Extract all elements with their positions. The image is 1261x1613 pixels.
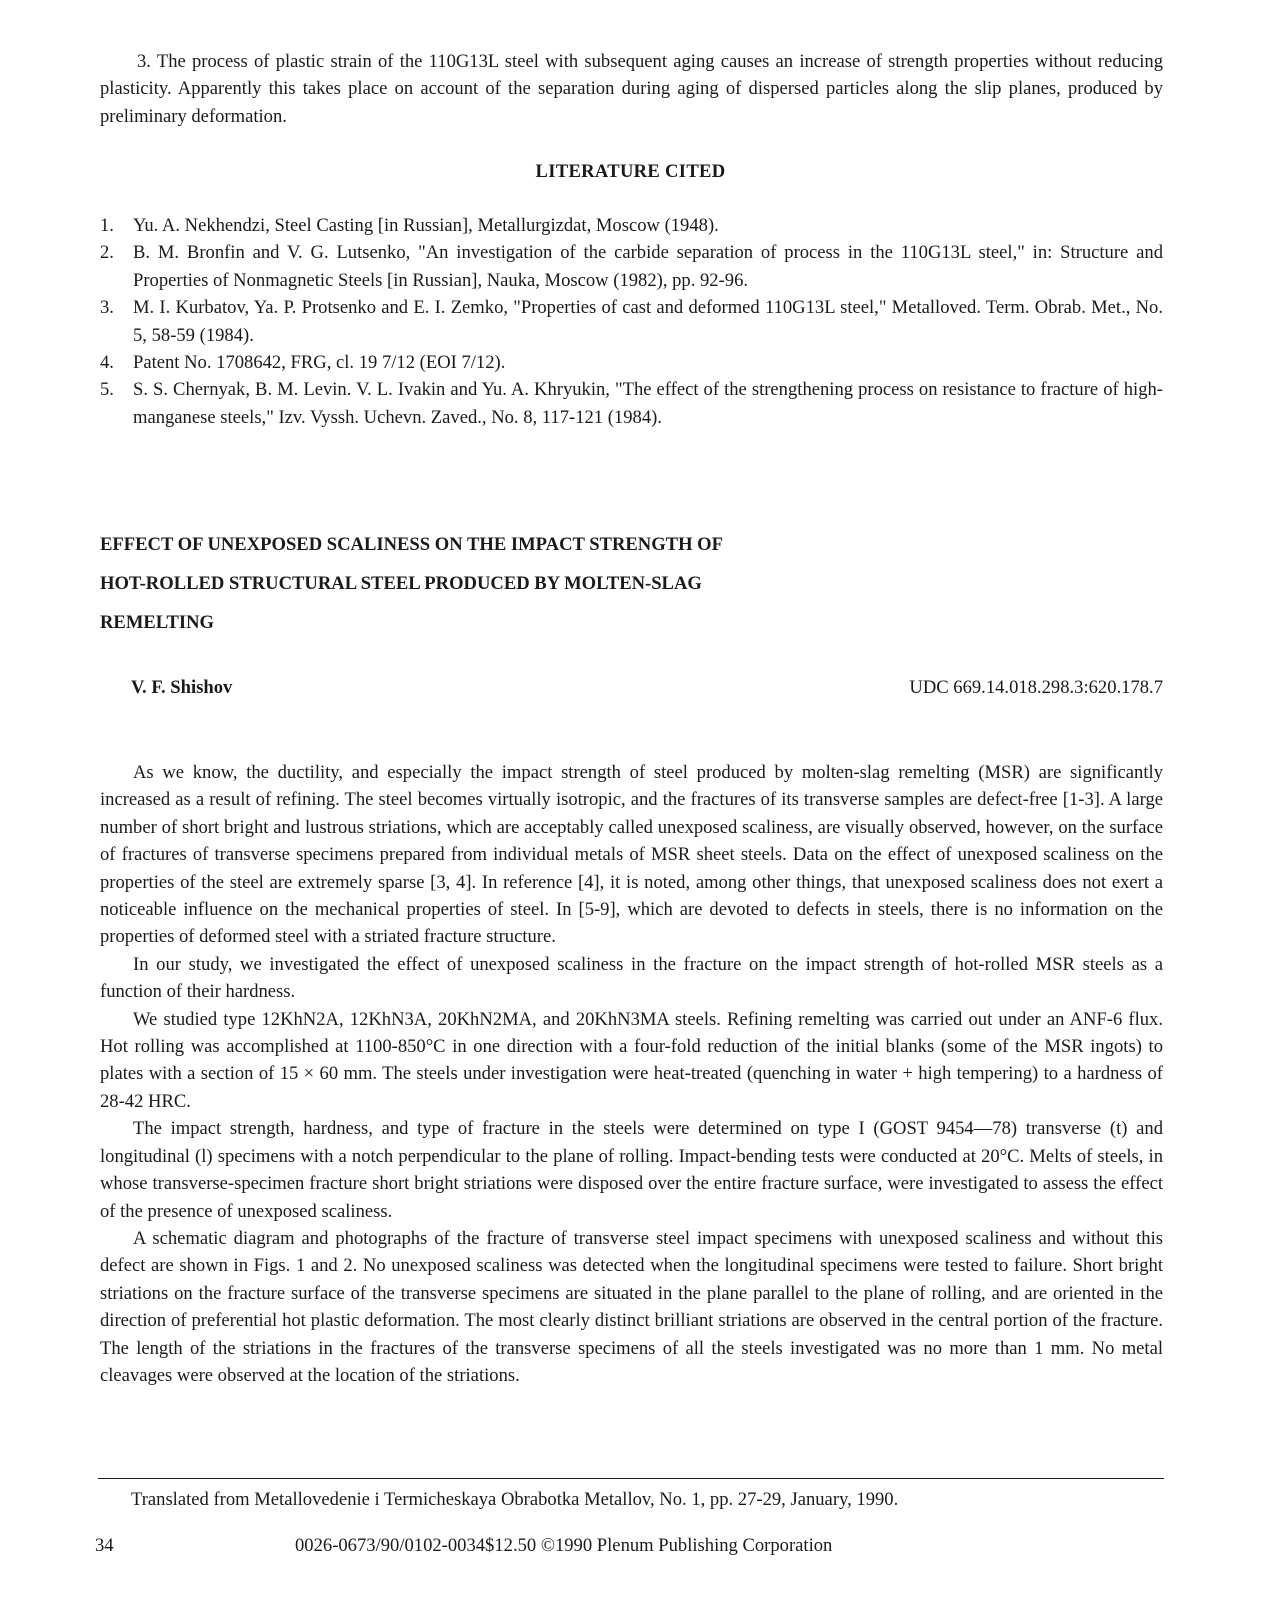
- translation-note: Translated from Metallovedenie i Termicheskaya Obrabotka Metallov, No. 1, pp. 27-29, January, 1990.: [131, 1489, 899, 1510]
- reference-number: 2.: [100, 242, 114, 264]
- reference-text: Yu. A. Nekhendzi, Steel Casting [in Russian], Metallurgizdat, Moscow (1948).: [133, 215, 719, 236]
- body-paragraph: In our study, we investigated the effect of unexposed scaliness in the fracture on the impact strength of hot-rolled MSR steels as a function of their hardness.: [100, 953, 1163, 1003]
- article-body: [100, 759, 1163, 1389]
- footnote-divider: [98, 1478, 1164, 1479]
- copyright-line: 0026-0673/90/0102-0034$12.50 ©1990 Plenum Publishing Corporation: [295, 1535, 833, 1556]
- reference-text: M. I. Kurbatov, Ya. P. Protsenko and E. I. Zemko, "Properties of cast and deformed 110G13L steel," Metalloved. Term. Obrab. Met., No. 5, 58-59 (1984).: [133, 297, 1163, 346]
- reference-item: [100, 349, 1163, 376]
- page-number: 34: [95, 1535, 114, 1556]
- reference-item: [100, 212, 1163, 239]
- body-paragraph: The impact strength, hardness, and type of fracture in the steels were determined on type I (GOST 9454—78) transverse (t) and longitudinal (l) specimens with a notch perpendicular to the plane of rolling. Impact-bending tests were conducted at 20°C. Melts of steels, in whose transverse-specimen fracture short bright striations were disposed over the entire fracture surface, were investigated to assess the effect of the presence of unexposed scaliness.: [100, 1118, 1163, 1222]
- body-paragraph: As we know, the ductility, and especially the impact strength of steel produced by molten-slag remelting (MSR) are significantly increased as a result of refining. The steel becomes virtually isotropic, and the fractures of its transverse samples are defect-free [1-3]. A large number of short bright and lustrous striations, which are acceptably called unexposed scaliness, are visually observed, however, on the surface of fractures of transverse specimens prepared from individual metals of MSR sheet steels. Data on the effect of unexposed scaliness on the properties of the steel are extremely sparse [3, 4]. In reference [4], it is noted, among other things, that unexposed scaliness does not exert a noticeable influence on the mechanical properties of steel. In [5-9], which are devoted to defects in steels, there is no information on the properties of deformed steel with a striated fracture structure.: [100, 762, 1163, 948]
- udc-code: UDC 669.14.018.298.3:620.178.7: [909, 677, 1163, 698]
- reference-text: Patent No. 1708642, FRG, cl. 19 7/12 (EOI 7/12).: [133, 352, 506, 374]
- article-title-line: EFFECT OF UNEXPOSED SCALINESS ON THE IMPACT STRENGTH OF: [100, 534, 724, 555]
- reference-number: 3.: [100, 297, 114, 319]
- article-author: V. F. Shishov: [131, 677, 233, 698]
- literature-heading: LITERATURE CITED: [535, 161, 726, 182]
- article-title-line: REMELTING: [100, 612, 215, 633]
- reference-item: [100, 239, 1163, 294]
- reference-number: 5.: [100, 379, 114, 401]
- conclusion-paragraph: 3. The process of plastic strain of the 110G13L steel with subsequent aging causes an increase of strength properties without reducing plasticity. Apparently this takes place on account of the separation during aging of dispersed particles along the slip planes, produced by preliminary deformation.: [100, 51, 1163, 127]
- reference-number: 4.: [100, 352, 114, 374]
- article-title: [100, 525, 1000, 642]
- article-title-line: HOT-ROLLED STRUCTURAL STEEL PRODUCED BY MOLTEN-SLAG: [100, 573, 702, 594]
- body-paragraph: We studied type 12KhN2A, 12KhN3A, 20KhN2MA, and 20KhN3MA steels. Refining remelting was carried out under an ANF-6 flux. Hot rolling was accomplished at 1100-850°C in one direction with a four-fold reduction of the initial blanks (some of the MSR ingots) to plates with a section of 15 × 60 mm. The steels under investigation were heat-treated (quenching in water + high tempering) to a hardness of 28-42 HRC.: [100, 1008, 1163, 1112]
- reference-list: [100, 212, 1163, 431]
- reference-text: B. M. Bronfin and V. G. Lutsenko, "An investigation of the carbide separation of process in the 110G13L steel," in: Structure and Properties of Nonmagnetic Steels [in Russian], Nauka, Moscow (1982), pp. 92-96.: [133, 242, 1163, 291]
- reference-item: [100, 294, 1163, 349]
- reference-item: [100, 376, 1163, 431]
- body-paragraph: A schematic diagram and photographs of the fracture of transverse steel impact specimens with unexposed scaliness and without this defect are shown in Figs. 1 and 2. No unexposed scaliness was detected when the longitudinal specimens were tested to failure. Short bright striations on the fracture surface of the transverse specimens are situated in the plane parallel to the plane of rolling, and are oriented in the direction of preferential hot plastic deformation. The most clearly distinct brilliant striations are observed in the central portion of the fracture. The length of the striations in the fractures of the transverse specimens of all the steels investigated was no more than 1 mm. No metal cleavages were observed at the location of the striations.: [100, 1227, 1163, 1386]
- reference-text: S. S. Chernyak, B. M. Levin. V. L. Ivakin and Yu. A. Khryukin, "The effect of the strengthening process on resistance to fracture of high-manganese steels," Izv. Vyssh. Uchevn. Zaved., No. 8, 117-121 (1984).: [133, 379, 1163, 428]
- reference-number: 1.: [100, 215, 114, 236]
